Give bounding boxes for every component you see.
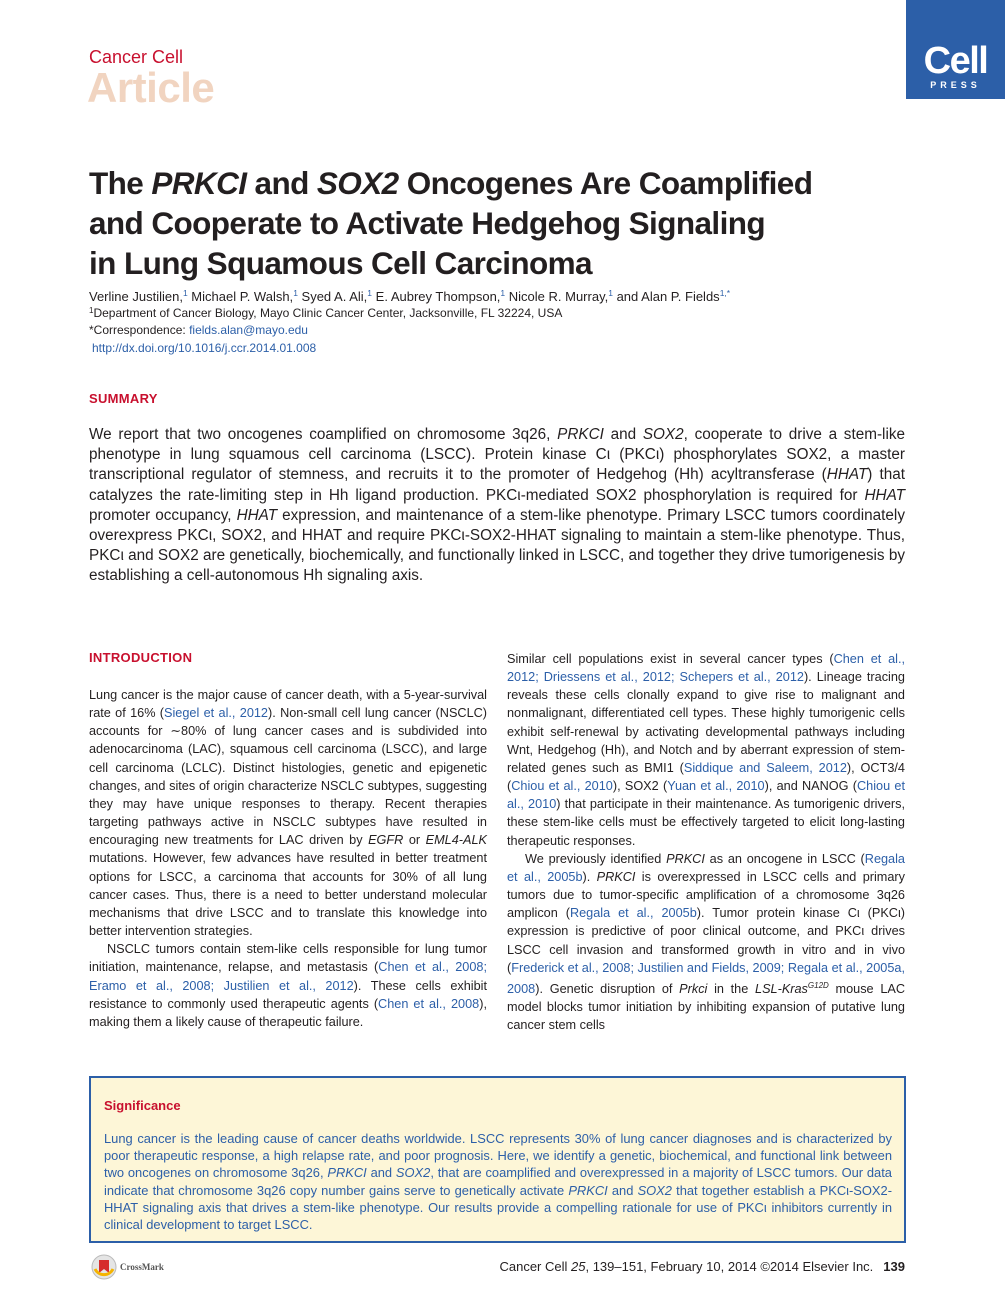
citation-link[interactable]: Chiou et al., 2010: [511, 779, 613, 794]
introduction-heading: INTRODUCTION: [89, 650, 193, 665]
crossmark-label: CrossMark: [120, 1262, 164, 1272]
author[interactable]: Verline Justilien,: [89, 289, 183, 304]
page-number: 139: [883, 1259, 905, 1274]
citation-link[interactable]: Regala et al., 2005b: [569, 906, 697, 921]
intro-paragraph: Lung cancer is the major cause of cancer death, with a 5-year-survival rate of 16% (Siegel et al., 2012). Non-small cell lung cancer (NSCLC) accounts for ∼80% of lung cancer cases and is subdivided into adenocarcinoma (LAC), squamous cell carcinoma (LSCC), and large cell carcinoma (LCLC). Distinct histologies, genetic and epigenetic changes, and sites of origin characterize NSCLC subtypes, suggesting they may have unique responses to therapy. Recent therapies targeting pathways active in NSCLC subtypes have resulted in encouraging new treatments for LAC driven by EGFR or EML4-ALK mutations. However, few advances have resulted in better treatment options for LSCC, a carcinoma that accounts for 30% of all lung cancer cases. Thus, there is a need to better understand molecular mechanisms that drive LSCC and to translate this knowledge into better intervention strategies.: [89, 688, 488, 939]
citation-link[interactable]: Regala et al., 2005b: [507, 851, 905, 884]
significance-heading: Significance: [104, 1098, 181, 1113]
journal-label: Cancer Cell: [89, 47, 184, 67]
article-title: [89, 163, 889, 283]
cell-press-logo[interactable]: [906, 0, 1005, 99]
author[interactable]: Syed A. Ali,: [297, 289, 368, 304]
title-line-1: The PRKCI and SOX2 Oncogenes Are Coamplified: [89, 165, 813, 201]
significance-box: [89, 1076, 906, 1243]
citation-link[interactable]: Siegel et al., 2012: [164, 706, 268, 721]
intro-paragraph: We previously identified PRKCI as an oncogene in LSCC (Regala et al., 2005b). PRKCI is overexpressed in LSCC cells and primary tumors due to tumor-specific amplification of a chromosome 3q26 amplicon (Regala et al., 2005b). Tumor protein kinase Cι (PKCι) expression is predictive of poor clinical outcome, and PKCι drives LSCC cell invasion and transformed growth in vitro and in vivo (Frederick et al., 2008; Justilien and Fields, 2009; Regala et al., 2005a, 2008). Genetic disruption of Prkci in the LSL-Kras$^{G12D}$ mouse LAC model blocks tumor initiation by inhibiting expansion of putative lung cancer stem cells: [507, 851, 906, 1033]
citation-link[interactable]: Chen et al., 2012; Driessens et al., 2012; Schepers et al., 2012: [507, 652, 905, 685]
doi-link[interactable]: http://dx.doi.org/10.1016/j.ccr.2014.01.008: [92, 341, 317, 355]
author[interactable]: Michael P. Walsh,: [187, 289, 294, 304]
author[interactable]: Nicole R. Murray,: [505, 289, 609, 304]
author-list: Verline Justilien,$^1$ Michael P. Walsh,$^1$ Syed A. Ali,$^1$ E. Aubrey Thompson,$^1$ Nicole R. Murray,$^1$ and Alan P. Fields$^{1,*}$: [89, 288, 731, 304]
title-line-3: in Lung Squamous Cell Carcinoma: [89, 245, 592, 281]
citation-link[interactable]: Chen et al., 2008; Eramo et al., 2008; Justilien et al., 2012: [89, 960, 487, 993]
article-type-label: Article: [87, 64, 215, 111]
correspondence: *Correspondence: fields.alan@mayo.edu: [89, 323, 308, 337]
correspondence-email-link[interactable]: fields.alan@mayo.edu: [189, 323, 308, 337]
body-column-right: [507, 650, 905, 1035]
logo-word: Cell: [923, 40, 988, 82]
citation-link[interactable]: Chiou et al., 2010: [507, 779, 905, 812]
title-line-2: and Cooperate to Activate Hedgehog Signaling: [89, 205, 765, 241]
author[interactable]: E. Aubrey Thompson,: [372, 289, 501, 304]
crossmark-icon: [91, 1253, 117, 1281]
author[interactable]: and Alan P. Fields: [612, 289, 720, 304]
significance-text: Lung cancer is the leading cause of cancer deaths worldwide. LSCC represents 30% of lung cancer diagnoses and is characterized by poor therapeutic response, a high relapse rate, and poor prognosis. Here, we identify a genetic, biochemical, and functional link between two oncogenes on chromosome 3q26, PRKCI and SOX2, that are coamplified and overexpressed in a majority of LSCC tumors. Our data indicate that chromosome 3q26 copy number gains serve to genetically activate PRKCI and SOX2 that together establish a PKCι-SOX2-HHAT signaling axis that drives a stem-like phenotype. Our results provide a compelling rationale for use of PKCι inhibitors currently in clinical development to target LSCC.: [104, 1131, 892, 1233]
intro-paragraph: NSCLC tumors contain stem-like cells responsible for lung tumor initiation, maintenance, relapse, and metastasis (Chen et al., 2008; Eramo et al., 2008; Justilien et al., 2012). These cells exhibit resistance to commonly used therapeutic agents (Chen et al., 2008), making them a likely cause of therapeutic failure.: [89, 942, 487, 1029]
citation-link[interactable]: Chen et al., 2008: [378, 996, 480, 1011]
citation-link[interactable]: Siddique and Saleem, 2012: [683, 760, 847, 775]
logo-press: PRESS: [930, 80, 981, 90]
intro-paragraph: Similar cell populations exist in several cancer types (Chen et al., 2012; Driessens et al., 2012; Schepers et al., 2012). Lineage tracing reveals these cells clonally expand to give rise to malignant and nonmalignant, differentiated cell types. These highly tumorigenic cells exhibit self-renewal by activating developmental pathways including Wnt, Hedgehog (Hh), and Notch and by aberrant expression of stem-related genes such as BMI1 (Siddique and Saleem, 2012), OCT3/4 (Chiou et al., 2010), SOX2 (Yuan et al., 2010), and NANOG (Chiou et al., 2010) that participate in their maintenance. As tumorigenic drivers, these stem-like cells must be effectively targeted to elicit long-lasting therapeutic responses.: [507, 652, 905, 848]
crossmark-badge[interactable]: [91, 1253, 164, 1281]
page-footer: Cancer Cell 25, 139–151, February 10, 2014 ©2014 Elsevier Inc. 139: [499, 1259, 905, 1274]
body-column-left: [89, 686, 487, 1031]
summary-heading: SUMMARY: [89, 391, 158, 406]
citation-link[interactable]: Frederick et al., 2008; Justilien and Fields, 2009; Regala et al., 2005a, 2008: [507, 960, 905, 997]
citation-link[interactable]: Yuan et al., 2010: [667, 779, 765, 794]
summary-text: We report that two oncogenes coamplified on chromosome 3q26, PRKCI and SOX2, cooperate to drive a stem-like phenotype in lung squamous cell carcinoma (LSCC). Protein kinase Cι (PKCι) phosphorylates SOX2, a master transcriptional regulator of stemness, and recruits it to the promoter of Hedgehog (Hh) acyltransferase (HHAT) that catalyzes the rate-limiting step in Hh ligand production. PKCι-mediated SOX2 phosphorylation is required for HHAT promoter occupancy, HHAT expression, and maintenance of a stem-like phenotype. Primary LSCC tumors coordinately overexpress PKCι, SOX2, and HHAT and require PKCι-SOX2-HHAT signaling to maintain a stem-like phenotype. Thus, PKCι and SOX2 are genetically, biochemically, and functionally linked in LSCC, and together they drive tumorigenesis by establishing a cell-autonomous Hh signaling axis.: [89, 426, 905, 585]
affiliation: $^1$Department of Cancer Biology, Mayo Clinic Cancer Center, Jacksonville, FL 32224, USA: [89, 306, 563, 320]
